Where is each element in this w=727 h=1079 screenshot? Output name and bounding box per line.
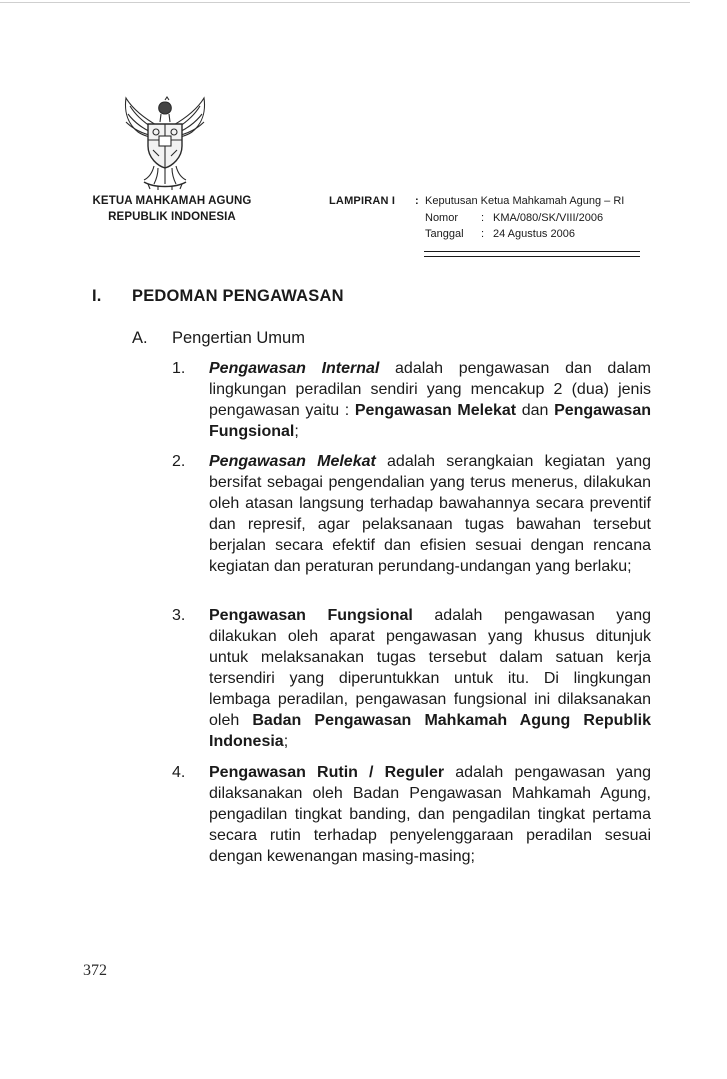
- item-body: [209, 451, 651, 577]
- lampiran-value: Keputusan Ketua Mahkamah Agung – RI: [425, 195, 625, 207]
- item-text: ;: [294, 423, 299, 440]
- scan-edge-line: [0, 2, 690, 3]
- tanggal-row: [329, 226, 649, 243]
- tanggal-value: 24 Agustus 2006: [493, 228, 575, 240]
- lampiran-row: [329, 193, 649, 210]
- lampiran-label: LAMPIRAN I: [329, 195, 396, 207]
- garuda-emblem-icon: [114, 96, 216, 192]
- item-body: [209, 358, 651, 442]
- nomor-label: Nomor: [425, 211, 459, 224]
- item-body: [209, 762, 651, 867]
- institution-line-1: KETUA MAHKAMAH AGUNG: [92, 195, 252, 207]
- lampiran-colon: :: [415, 195, 419, 207]
- nomor-row: [329, 210, 649, 227]
- page-number: 372: [83, 962, 107, 979]
- item-term: Pengawasan Melekat: [209, 453, 376, 470]
- item-number: 2.: [172, 453, 186, 470]
- subsection-title: Pengertian Umum: [172, 329, 305, 347]
- item-number: 1.: [172, 360, 186, 377]
- section-title: PEDOMAN PENGAWASAN: [132, 287, 344, 305]
- item-text: dan: [516, 402, 555, 419]
- section-number: I.: [92, 287, 102, 305]
- nomor-value: KMA/080/SK/VIII/2006: [493, 211, 604, 224]
- item-term: Pengawasan Fungsional: [209, 607, 413, 624]
- subsection-letter: A.: [132, 329, 148, 347]
- item-strong-term: Badan Pengawasan Mahkamah Agung Republik Indonesia: [209, 712, 651, 750]
- item-body: [209, 605, 651, 752]
- attachment-reference-block: [329, 193, 649, 243]
- tanggal-label: Tanggal: [425, 228, 464, 240]
- item-text: adalah pengawasan yang dilakukan oleh aparat pengawasan yang khusus ditunjuk untuk melaksanakan tugas tersebut dalam satuan kerja tersendiri yang diperuntukkan untuk itu. Di lingkungan lembaga peradilan, pengawasan fungsional ini dilaksanakan oleh: [209, 607, 651, 729]
- tanggal-colon: :: [481, 228, 485, 240]
- item-term: Pengawasan Rutin / Reguler: [209, 764, 445, 781]
- item-text: ;: [283, 733, 289, 750]
- item-number: 3.: [172, 607, 186, 624]
- item-term: Pengawasan Internal: [209, 360, 380, 377]
- nomor-colon: :: [481, 211, 485, 224]
- item-number: 4.: [172, 764, 186, 781]
- issuing-institution: [72, 193, 272, 225]
- institution-line-2: REPUBLIK INDONESIA: [108, 211, 236, 223]
- item-text: adalah pengawasan dan dalam lingkungan peradilan sendiri yang mencakup 2 (dua) jenis pengawasan yaitu :: [209, 360, 652, 419]
- item-strong-term: Pengawasan Melekat: [354, 402, 517, 419]
- item-text: adalah pengawasan yang dilaksanakan oleh Badan Pengawasan Mahkamah Agung, pengadilan tingkat banding, dan pengadilan tingkat pertama secara rutin terhadap penyelenggaraan peradilan sesuai dengan kewenangan masing-masing;: [209, 764, 652, 865]
- item-strong-term: Pengawasan Fungsional: [209, 402, 651, 440]
- header-double-rule: [424, 251, 640, 257]
- item-text: adalah serangkaian kegiatan yang bersifat sebagai pengendalian yang terus menerus, dilakukan oleh atasan langsung terhadap bawahannya secara preventif dan represif, agar pelaksanaan tugas bawahan tersebut berjalan secara efektif dan efisien sesuai dengan rencana kegiatan dan peraturan perundang-undangan yang berlaku;: [209, 453, 652, 575]
